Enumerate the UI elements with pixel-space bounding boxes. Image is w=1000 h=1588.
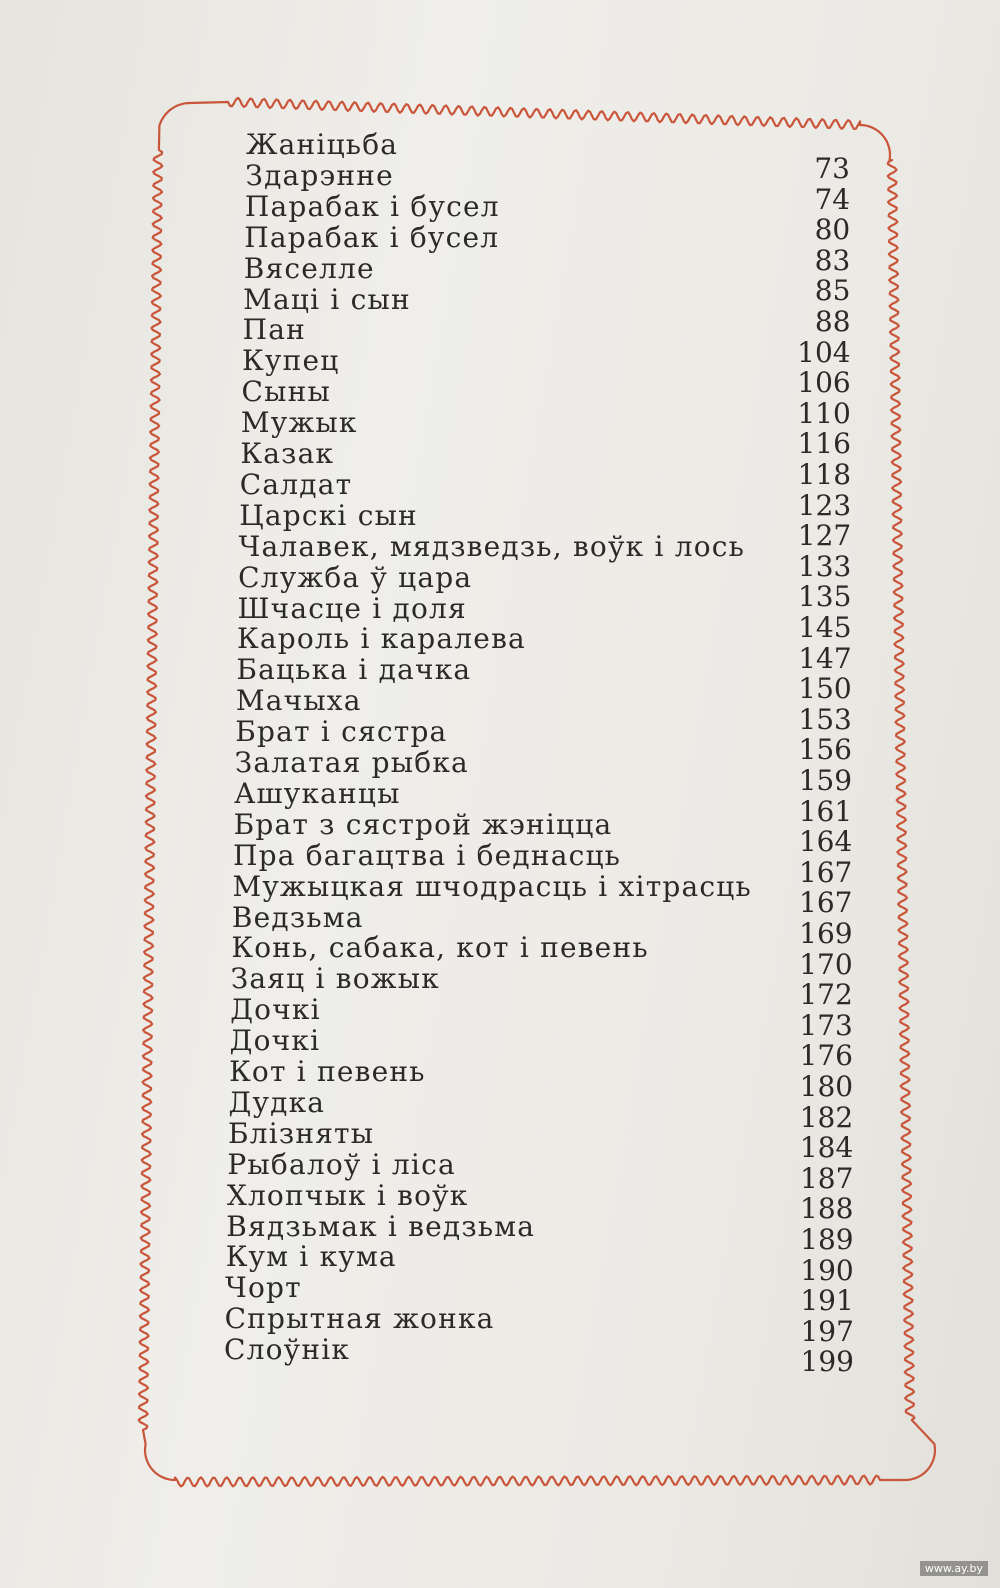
toc-entry-page-number: 184: [799, 1131, 854, 1165]
toc-entry-title: Вяселле: [243, 251, 375, 285]
toc-entry-title: Конь, сабака, кот і певень: [231, 931, 649, 965]
toc-entry-title: Хлопчык і воўк: [226, 1178, 469, 1212]
toc-entry-page-number: 176: [799, 1039, 853, 1073]
toc-entry-page-number: 199: [800, 1345, 854, 1379]
toc-entry-title: Спрытная жонка: [224, 1302, 495, 1336]
toc-entry-page-number: 150: [798, 672, 852, 706]
toc-entry-title: Парабак і бусел: [244, 189, 500, 223]
toc-entry-title: Брат з сястрой жэніцца: [233, 807, 613, 841]
toc-entry-page-number: 118: [797, 458, 852, 491]
toc-entry-page-number: 85: [814, 274, 851, 308]
toc-entry-title: Служба ў цара: [238, 560, 473, 594]
toc-entry-title: Пра багацтва і беднасць: [233, 838, 622, 872]
toc-entry-page-number: 161: [798, 794, 853, 828]
toc-entry-page-number: 106: [797, 366, 851, 400]
toc-entry-page-number: 110: [797, 396, 851, 430]
toc-entry-page-number: 73: [814, 152, 850, 185]
toc-entry-title: Мачыха: [235, 684, 362, 718]
toc-entry-page-number: 88: [814, 305, 851, 338]
toc-entry-page-number: 164: [798, 825, 853, 859]
toc-entry-title: Брат і сястра: [235, 715, 448, 749]
toc-entry-title: Кароль і каралева: [236, 622, 526, 656]
toc-entry-title: Бацька і дачка: [236, 653, 472, 687]
toc-entry-title: Сыны: [241, 375, 331, 409]
toc-entry-title: Мужыцкая шчодрасць і хітрасць: [232, 869, 752, 903]
toc-entry-title: Маці і сын: [243, 282, 411, 316]
toc-entry-title: Здарэнне: [245, 158, 394, 192]
toc-entry-title: Блізняты: [227, 1116, 375, 1150]
toc-entry-page-number: 116: [797, 427, 851, 461]
toc-entry-page-number: 104: [797, 335, 851, 369]
toc-entry-title: Салдат: [239, 467, 353, 501]
toc-entry-page-number: 189: [800, 1223, 854, 1256]
toc-entry-page-number: 197: [800, 1314, 854, 1348]
watermark: www.ay.by: [920, 1561, 988, 1576]
toc-entry-title: Дудка: [228, 1085, 326, 1119]
toc-entry-page-number: 187: [799, 1161, 854, 1195]
toc-entry-page-number: 145: [798, 611, 852, 644]
toc-entry-page-number: 173: [799, 1008, 853, 1042]
toc-entry-page-number: 180: [799, 1070, 854, 1103]
toc-entry-page-number: 190: [800, 1253, 854, 1287]
toc-entry-title: Вядзьмак і ведзьма: [226, 1209, 536, 1243]
toc-entry-title: Ашуканцы: [234, 776, 401, 810]
toc-entry-title: Царскі сын: [239, 498, 418, 532]
toc-entry-title: Рыбалоў і ліса: [227, 1147, 456, 1181]
toc-entry-title: Чалавек, мядзведзь, воўк і лось: [238, 529, 746, 563]
toc-entry-title: Парабак і бусел: [244, 220, 500, 254]
toc-entry-title: Слоўнік: [224, 1333, 351, 1367]
toc-entry-page-number: 74: [814, 182, 851, 216]
toc-entry-page-number: 182: [799, 1100, 854, 1134]
toc-entry-title: Дочкі: [230, 993, 321, 1027]
toc-entry-page-number: 159: [798, 764, 853, 797]
toc-entry-page-number: 83: [814, 243, 851, 277]
toc-entry-page-number: 135: [797, 580, 852, 614]
toc-entry-title: Пан: [242, 313, 306, 347]
toc-entry-title: Заяц і вожык: [230, 962, 440, 996]
toc-entry-title: Чорт: [225, 1271, 302, 1305]
toc-entry-title: Дочкі: [229, 1024, 321, 1058]
toc-entry-title: Ведзьма: [231, 900, 364, 934]
toc-entry-page-number: 127: [797, 519, 852, 553]
toc-entry-title: Мужык: [240, 406, 358, 440]
toc-entry-title: Кот і певень: [229, 1055, 426, 1088]
toc-entry-page-number: 188: [800, 1192, 854, 1226]
toc-entry-page-number: 123: [797, 488, 852, 522]
toc-entry-page-number: 169: [799, 917, 853, 950]
toc-entry-page-number: 170: [799, 947, 853, 981]
toc-entry-page-number: 172: [799, 978, 853, 1012]
toc-entry-title: Залатая рыбка: [234, 746, 469, 779]
toc-entry-title: Купец: [242, 344, 340, 378]
toc-entry-page-number: 156: [798, 733, 852, 767]
toc-entry-title: Жаніцьба: [246, 128, 399, 161]
toc-entry-page-number: 80: [814, 213, 851, 247]
toc-entry-title: Кум і кума: [225, 1240, 397, 1274]
toc-entry-title: Казак: [240, 437, 335, 470]
toc-entry-page-number: 133: [797, 549, 852, 583]
toc-entry-title: Шчасце і доля: [237, 591, 467, 625]
toc-entry-page-number: 167: [799, 886, 853, 920]
toc-entry-page-number: 167: [798, 855, 853, 889]
toc-entry-page-number: 191: [800, 1284, 854, 1318]
toc-entry-page-number: 147: [798, 641, 852, 675]
toc-entry-page-number: 153: [798, 702, 852, 736]
